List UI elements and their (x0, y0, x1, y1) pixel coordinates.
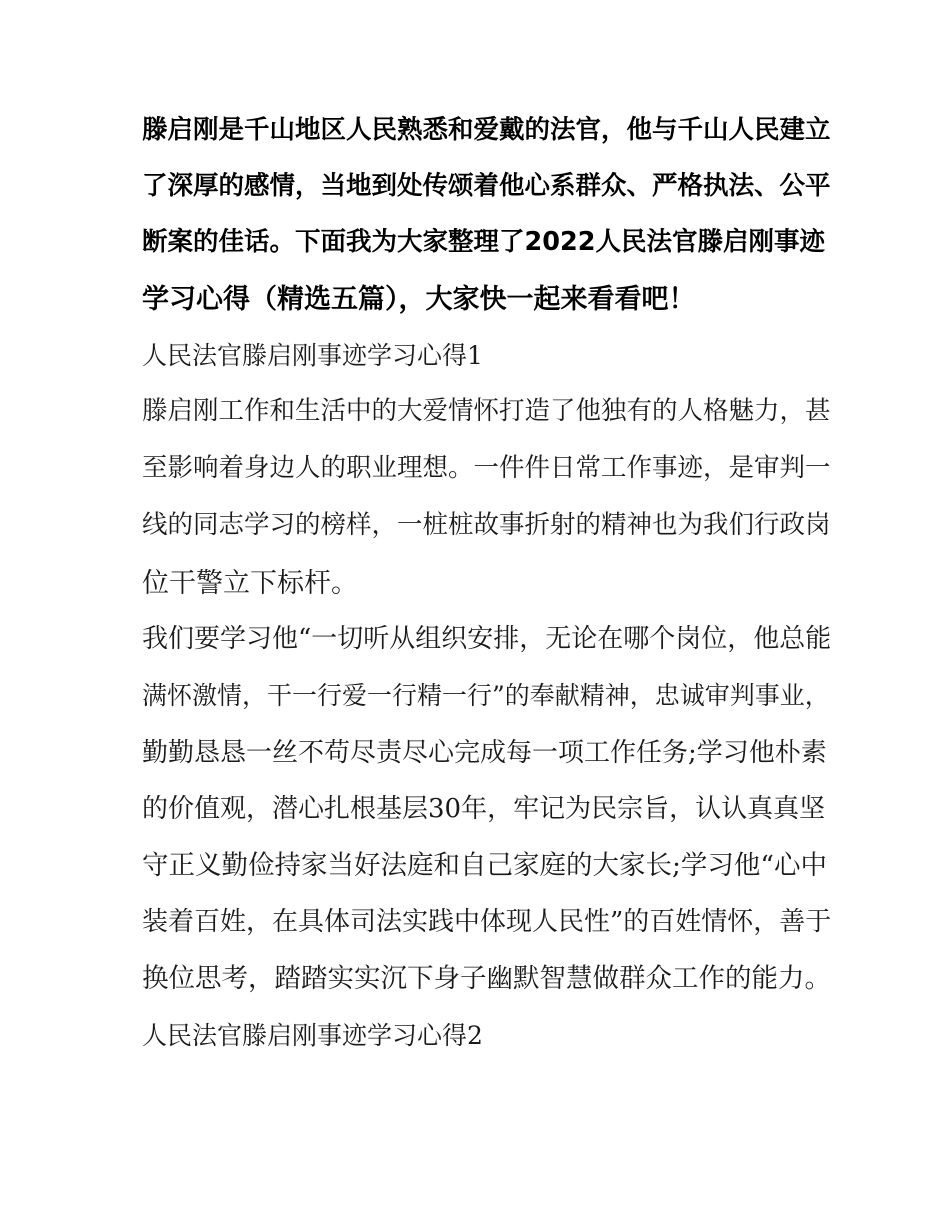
section-1-paragraph-2-line-4: 的价值观，潜心扎根基层30年，牢记为民宗旨，认认真真坚 (142, 794, 826, 824)
section-1-paragraph-2-line-7: 换位思考，踏踏实实沉下身子幽默智慧做群众工作的能力。 (142, 963, 831, 994)
intro-line-2: 了深厚的感情，当地到处传颂着他心系群众、严格执法、公平 (142, 171, 831, 201)
section-1-paragraph-1-line-4: 位干警立下标杆。 (142, 568, 358, 599)
section-1-heading: 人民法官滕启刚事迹学习心得1 (142, 341, 483, 370)
section-1-paragraph-1-line-2: 至影响着身边人的职业理想。一件件日常工作事迹，是审判一 (142, 453, 831, 483)
section-1-paragraph-1-line-1: 滕启刚工作和生活中的大爱情怀打造了他独有的人格魅力，甚 (142, 396, 831, 426)
section-1-paragraph-2-line-6: 装着百姓，在具体司法实践中体现人民性”的百姓情怀，善于 (142, 907, 832, 937)
section-1-paragraph-2-line-1: 我们要学习他“一切听从组织安排，无论在哪个岗位，他总能 (142, 624, 832, 654)
section-1-paragraph-2-line-2: 满怀激情，干一行爱一行精一行”的奉献精神，忠诚审判事业， (142, 681, 830, 710)
intro-line-4: 学习心得（精选五篇），大家快一起来看看吧！ (142, 284, 696, 315)
section-2-heading: 人民法官滕启刚事迹学习心得2 (142, 1021, 483, 1050)
intro-line-3: 断案的佳话。下面我为大家整理了2022人民法官滕启刚事迹 (142, 227, 825, 257)
section-1-paragraph-2-line-5: 守正义勤俭持家当好法庭和自己家庭的大家长;学习他“心中 (142, 850, 827, 881)
intro-line-1: 滕启刚是千山地区人民熟悉和爱戴的法官，他与千山人民建立 (142, 115, 831, 145)
section-1-paragraph-2-line-3: 勤勤恳恳一丝不苟尽责尽心完成每一项工作任务;学习他朴素 (142, 738, 827, 768)
section-1-paragraph-1-line-3: 线的同志学习的榜样，一桩桩故事折射的精神也为我们行政岗 (142, 510, 831, 540)
